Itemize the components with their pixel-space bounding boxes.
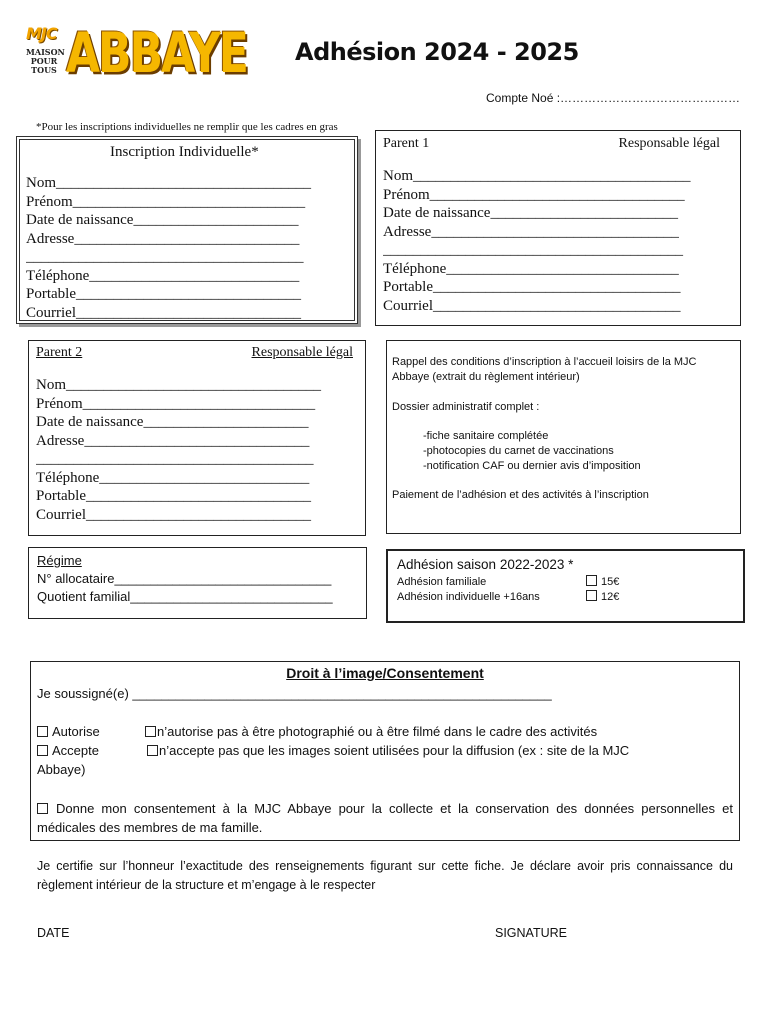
checkbox-individuelle[interactable] [586, 590, 597, 601]
autorise-label: Autorise [52, 724, 100, 739]
regime-title: Régime [37, 553, 82, 568]
checkbox-nautorise[interactable] [145, 726, 156, 737]
p2-telephone-field[interactable]: Téléphone____________________________ [36, 469, 310, 486]
rappel-line1: Rappel des conditions d’inscription à l’accueil loisirs de la MJC [392, 356, 697, 368]
individual-header: Inscription Individuelle* [110, 144, 259, 160]
soussigne-field[interactable]: Je soussigné(e) __________________________________________________________ [37, 686, 552, 701]
p2-portable-field[interactable]: Portable______________________________ [36, 488, 311, 504]
naccepte-continuation: Abbaye) [37, 762, 86, 777]
rappel-conditions-box [386, 340, 741, 534]
p2-adresse-line2[interactable]: _____________________________________ [36, 451, 314, 467]
indiv-prenom-field[interactable]: Prénom_______________________________ [26, 193, 306, 210]
indiv-courriel-field[interactable]: Courriel______________________________ [26, 304, 301, 321]
page-title: Adhésion 2024 - 2025 [295, 38, 579, 66]
rappel-paiement: Paiement de l’adhésion et des activités à l’inscription [392, 489, 649, 501]
p1-nom-field[interactable]: Nom_____________________________________ [383, 168, 691, 184]
rappel-line2: Abbaye (extrait du règlement intérieur) [392, 371, 580, 383]
p2-birthdate-field[interactable]: Date de naissance______________________ [36, 414, 309, 430]
indiv-telephone-field[interactable]: Téléphone____________________________ [26, 267, 300, 284]
rappel-dossier: Dossier administratif complet : [392, 401, 540, 413]
regime-box [28, 547, 367, 619]
p1-adresse-line2[interactable]: ________________________________________ [383, 242, 683, 258]
signature-label[interactable]: SIGNATURE [495, 926, 567, 940]
naccepte-label: n’accepte pas que les images soient utilisées pour la diffusion (ex : site de la MJC [159, 743, 630, 758]
allocataire-field[interactable]: N° allocataire______________________________ [37, 571, 332, 586]
adhesion-individuelle-option[interactable] [586, 590, 619, 605]
checkbox-consent[interactable] [37, 803, 48, 814]
nautorise-option[interactable] [145, 722, 597, 741]
p1-prenom-field[interactable]: Prénom__________________________________ [383, 186, 685, 203]
date-label[interactable]: DATE [37, 926, 70, 940]
indiv-adresse-field[interactable]: Adresse______________________________ [26, 230, 300, 247]
checkbox-familiale[interactable] [586, 575, 597, 586]
p2-prenom-field[interactable]: Prénom_______________________________ [36, 395, 316, 412]
rappel-item: -photocopies du carnet de vaccinations [423, 445, 614, 457]
logo-abbaye-text: ABBAYE [66, 22, 247, 86]
parent1-responsable: Responsable légal [618, 136, 720, 151]
individuelle-price: 12€ [601, 591, 620, 603]
compte-noe-field[interactable]: Compte Noé :……………………………………… [486, 91, 741, 105]
certification-text: Je certifie sur l’honneur l’exactitude des renseignements figurant sur cette fiche. Je déclare avoir pris connaissance du règlement intérieur de la structure et m’engage à le respecter [37, 859, 733, 892]
individual-registration-box [16, 136, 358, 324]
adhesion-familiale-label: Adhésion familiale [397, 576, 487, 588]
p2-nom-field[interactable]: Nom__________________________________ [36, 377, 321, 393]
logo-maison-text: MAISON POUR TOUS [26, 47, 65, 75]
familiale-price: 15€ [601, 576, 620, 588]
p1-adresse-field[interactable]: Adresse_________________________________ [383, 223, 679, 240]
naccepte-option[interactable] [147, 741, 629, 760]
p1-portable-field[interactable]: Portable_________________________________ [383, 279, 681, 295]
adhesion-title: Adhésion saison 2022-2023 * [397, 557, 574, 572]
indiv-birthdate-field[interactable]: Date de naissance______________________ [26, 212, 299, 228]
quotient-field[interactable]: Quotient familial____________________________ [37, 589, 333, 604]
parent2-box [28, 340, 366, 536]
adhesion-familiale-option[interactable] [586, 575, 619, 590]
indiv-nom-field[interactable]: Nom__________________________________ [26, 175, 311, 191]
parent2-header: Parent 2 [36, 345, 83, 360]
p2-courriel-field[interactable]: Courriel______________________________ [36, 506, 311, 523]
nautorise-label: n’autorise pas à être photographié ou à être filmé dans le cadre des activités [157, 724, 598, 739]
mjc-abbaye-logo [24, 22, 247, 86]
droit-image-box [30, 661, 740, 841]
indiv-portable-field[interactable]: Portable______________________________ [26, 286, 301, 302]
consent-label: Donne mon consentement à la MJC Abbaye pour la collecte et la conservation des données personnelles et médicales des membres de ma famille. [37, 801, 733, 835]
p1-birthdate-field[interactable]: Date de naissance_________________________ [383, 205, 678, 221]
note-individual: *Pour les inscriptions individuelles ne remplir que les cadres en gras [36, 121, 338, 133]
checkbox-naccepte[interactable] [147, 745, 158, 756]
droit-title: Droit à l’image/Consentement [286, 665, 484, 681]
consent-option[interactable] [37, 799, 733, 837]
rappel-item: -notification CAF ou dernier avis d’imposition [423, 460, 641, 472]
p1-courriel-field[interactable]: Courriel_________________________________ [383, 297, 681, 314]
autorise-option[interactable] [37, 722, 100, 741]
checkbox-accepte[interactable] [37, 745, 48, 756]
indiv-adresse-line2[interactable]: _____________________________________ [26, 249, 304, 265]
parent2-responsable: Responsable légal [251, 345, 353, 360]
accepte-label: Accepte [52, 743, 99, 758]
checkbox-autorise[interactable] [37, 726, 48, 737]
p2-adresse-field[interactable]: Adresse______________________________ [36, 432, 310, 449]
parent1-box [375, 130, 741, 326]
logo-mjc-text: MJC [26, 24, 57, 43]
adhesion-box [386, 549, 745, 623]
accepte-option[interactable] [37, 741, 99, 760]
p1-telephone-field[interactable]: Téléphone_______________________________ [383, 260, 679, 277]
parent1-header: Parent 1 [383, 136, 430, 151]
adhesion-individuelle-label: Adhésion individuelle +16ans [397, 591, 540, 603]
rappel-item: -fiche sanitaire complétée [423, 430, 549, 442]
